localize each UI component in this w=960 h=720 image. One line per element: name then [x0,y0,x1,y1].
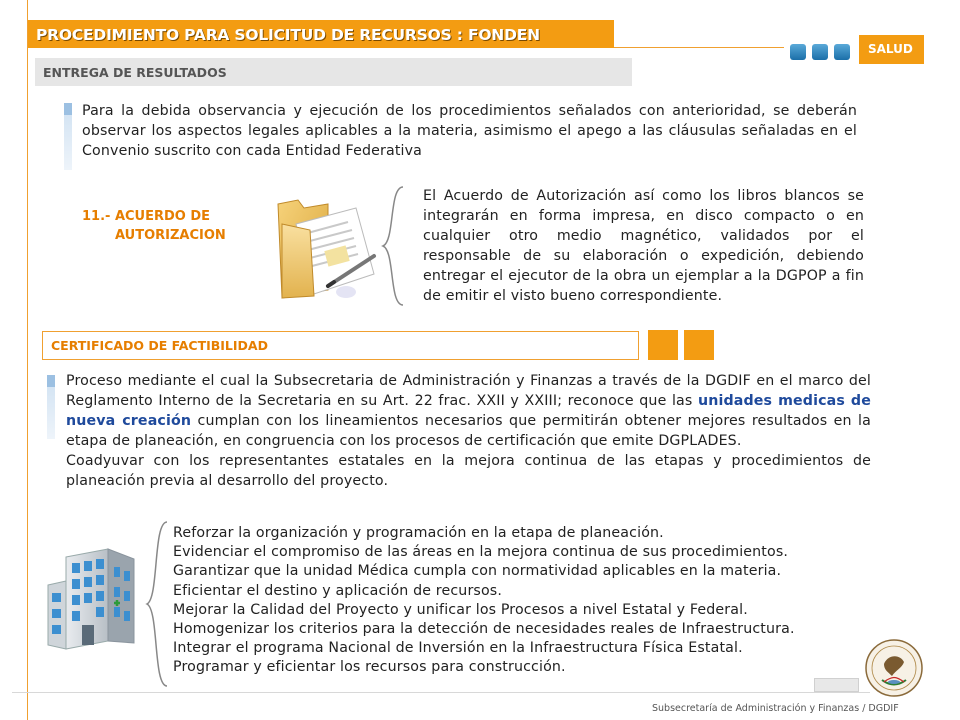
side-accent-bar [64,103,72,170]
orange-square [648,330,678,360]
certificado-text-before: Proceso mediante el cual la Subsecretaria de Administración y Finanzas a través de la DGDIF en el marco del Reglamento Interno de la Secretaria en su Art. 22 frac. XXII y XXIII; reconoce que las [66,373,871,409]
list-item: Eficientar el destino y aplicación de recursos. [173,582,503,599]
brace-objetivos [145,520,169,688]
left-guide-line [27,0,28,720]
brace-acuerdo [381,185,405,307]
footer-text: Subsecretaría de Administración y Finanzas / DGDIF [652,703,899,714]
blue-square-icon [790,44,806,60]
acuerdo-title [82,207,226,245]
blue-square-icon [834,44,850,60]
list-item: Garantizar que la unidad Médica cumpla con normatividad aplicables en la materia. [173,563,782,580]
certificado-paragraph-2: Coadyuvar con los representantes estatales en la mejora continua de las etapas y procedimientos de planeación previa al desarrollo del proyecto. [66,453,871,489]
certificado-highlight: unidades medicas de nueva creación [66,393,871,429]
mexico-coat-of-arms-icon [862,636,926,700]
header-dots [790,44,850,60]
list-item: Evidenciar el compromiso de las áreas en la mejora continua de sus procedimientos. [173,544,789,561]
list-item: Mejorar la Calidad del Proyecto y unificar los Procesos a nivel Estatal y Federal. [173,601,748,618]
list-item: Programar y eficientar los recursos para construcción. [173,659,566,676]
section-heading-certificado: CERTIFICADO DE FACTIBILIDAD [42,331,639,360]
orange-square [684,330,714,360]
footer-divider [12,692,870,693]
footer-gray-box [814,678,859,692]
list-item: Integrar el programa Nacional de Inversión en la Infraestructura Física Estatal. [173,640,743,657]
salud-logo: SALUD [859,35,924,64]
list-item: Homogenizar los criterios para la detección de necesidades reales de Infraestructura. [173,621,795,638]
acuerdo-text: El Acuerdo de Autorización así como los libros blancos se integrarán en forma impresa, en disco compacto o en cualquier otro medio magnético, validados por el responsable de su elaboración o expedición, debiendo entregar el ejecutor de la obra un ejemplar a la DGPOP a fin de emitir el visto bueno correspondiente. [423,188,864,304]
list-item: Reforzar la organización y programación en la etapa de planeación. [173,525,664,541]
acuerdo-title-line2: AUTORIZACION [115,228,226,243]
acuerdo-title-line1: 11.- ACUERDO DE [82,209,211,224]
folder-documents-icon [270,190,385,305]
objetivos-list [173,524,795,678]
title-underline [614,47,784,48]
hospital-building-icon [44,545,144,655]
certificado-paragraph [66,371,871,491]
blue-square-icon [812,44,828,60]
entrega-paragraph: Para la debida observancia y ejecución de los procedimientos señalados con anterioridad, se deberán observar los aspectos legales aplicables a la materia, asimismo el apego a las cláusulas señaladas en el Convenio suscrito con cada Entidad Federativa [82,103,857,159]
page-title: PROCEDIMIENTO PARA SOLICITUD DE RECURSOS : FONDEN [28,20,614,48]
side-accent-bar [47,375,55,439]
section-heading-entrega: ENTREGA DE RESULTADOS [35,58,632,86]
certificado-text-after: cumplan con los lineamientos necesarios que permitirán obtener mejores resultados en la etapa de planeación, en congruencia con los procesos de certificación que emite DGPLADES. [66,413,871,449]
